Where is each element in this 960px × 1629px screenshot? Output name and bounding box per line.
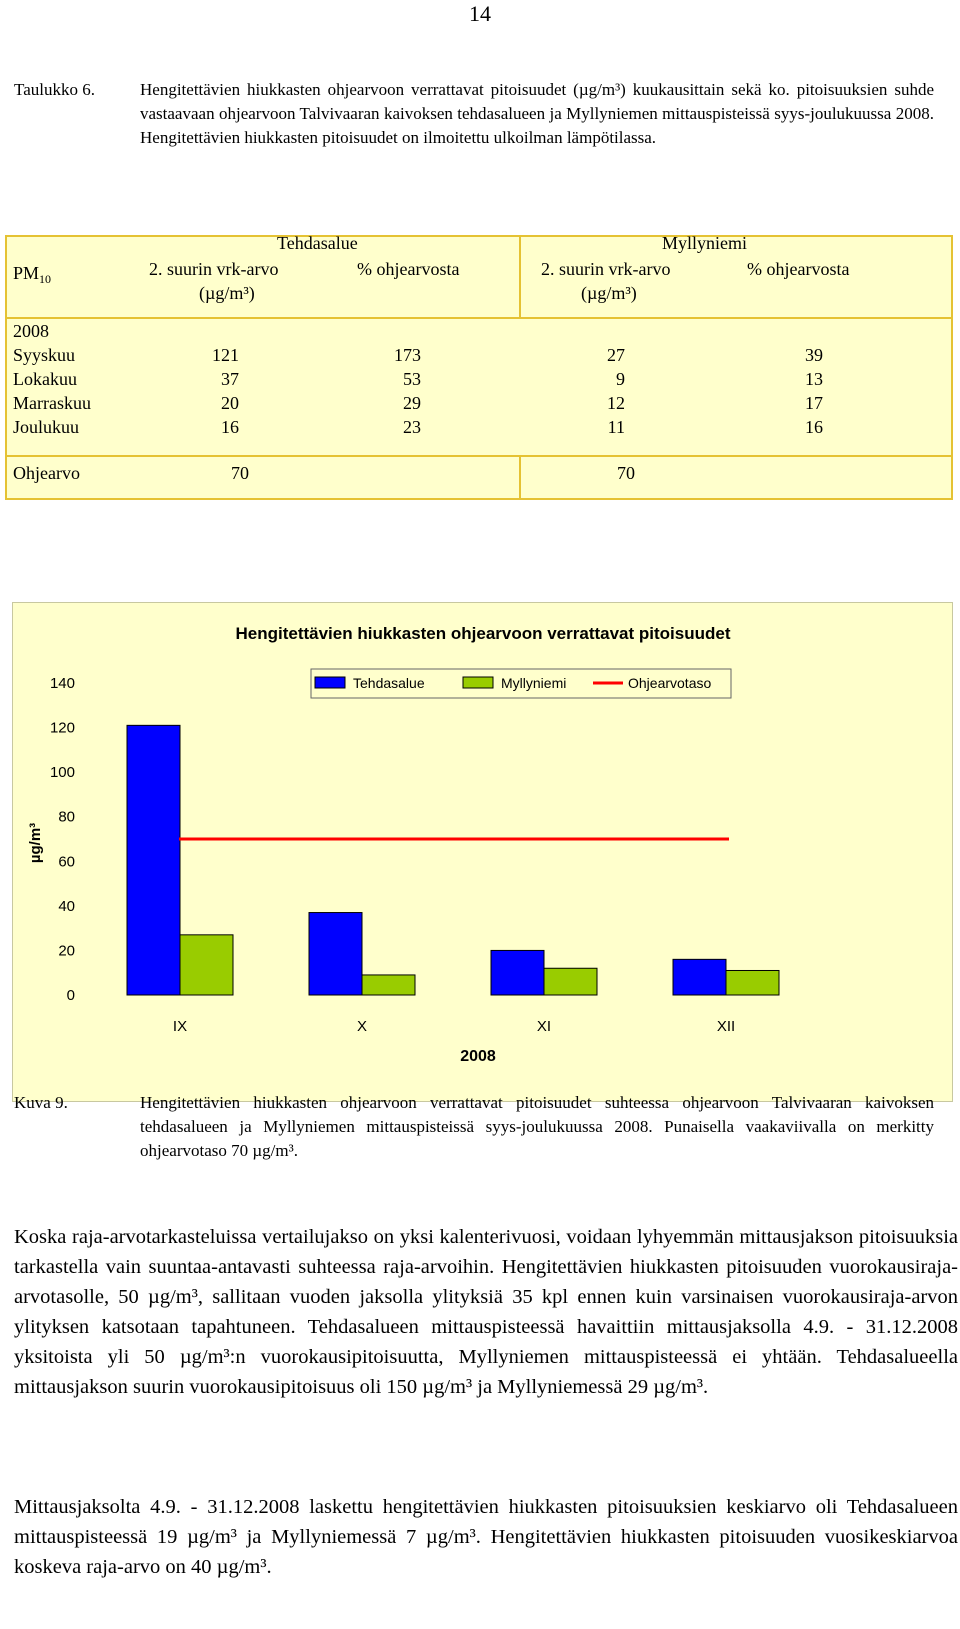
cell-tehdasalue-pct: 53 xyxy=(403,369,421,389)
bar-chart xyxy=(12,602,953,1102)
y-tick-label: 20 xyxy=(58,942,75,960)
x-tick-label: X xyxy=(356,1018,368,1035)
row-month: Syyskuu xyxy=(13,345,76,365)
col-header-pct: % ohjearvosta xyxy=(357,259,460,279)
cell-myllyniemi-value: 9 xyxy=(616,369,625,389)
guide-myllyniemi: 70 xyxy=(617,463,635,483)
y-tick-label: 0 xyxy=(66,987,75,1004)
body-paragraph: Koska raja-arvotarkasteluissa vertailujakso on yksi kalenterivuosi, voidaan lyhyemmän mittausjakson pitoisuuksia tarkastella vain suuntaa-antavasti suhteessa raja-arvoihin. Hengitettävien hiukkasten pitoisuuden vuorokausiraja-arvotasolle, 50 µg/m³, sallitaan vuoden jaksolla ylityksiä 35 kpl ennen kuin varsinaisen vuorokausiraja-arvon ylityksen katsotaan tapahtuneen. Tehdasalueen mittauspisteessä havaittiin mittausjaksolla 4.9. - 31.12.2008 yksitoista yli 50 µg/m³:n vuorokausipitoisuutta, Myllyniemen mittauspisteessä ei yhtään. Tehdasalueella mittausjakson suurin vuorokausipitoisuus oli 150 µg/m³ ja Myllyniemessä 29 µg/m³. xyxy=(14,1226,958,1398)
y-axis-label: µg/m³ xyxy=(27,822,44,864)
y-tick-label: 40 xyxy=(58,897,75,915)
row-month: Lokakuu xyxy=(13,369,77,389)
cell-myllyniemi-pct: 39 xyxy=(805,345,823,365)
bar-myllyniemi-x xyxy=(362,975,415,995)
legend-label-myllyniemi: Myllyniemi xyxy=(501,675,567,691)
guide-tehdasalue: 70 xyxy=(231,463,249,483)
cell-myllyniemi-value: 11 xyxy=(607,417,625,437)
cell-tehdasalue-pct: 29 xyxy=(403,393,421,413)
figure-caption-text: Hengitettävien hiukkasten ohjearvoon verrattavat pitoisuudet suhteessa ohjearvoon Talvivaaran kaivoksen tehdasalueen ja Myllyniemen mittauspisteissä syys-joulukuussa 2008. Punaisella vaakaviivalla on merkitty ohjearvotaso 70 µg/m³. xyxy=(140,1093,934,1160)
y-tick-label: 80 xyxy=(58,808,75,826)
body-paragraph: Mittausjaksolta 4.9. - 31.12.2008 laskettu hengitettävien hiukkasten pitoisuuksien keskiarvo oli Tehdasalueen mittauspisteessä 19 µg/m³ ja Myllyniemessä 7 µg/m³. Hengitettävien hiukkasten pitoisuuden vuosikeskiarvoa koskeva raja-arvo on 40 µg/m³. xyxy=(14,1496,958,1578)
figure-caption xyxy=(14,1091,934,1163)
table-divider xyxy=(519,457,521,498)
legend-label-ohjearvotaso: Ohjearvotaso xyxy=(628,675,712,691)
col-header-pct: % ohjearvosta xyxy=(747,259,850,279)
cell-myllyniemi-value: 27 xyxy=(607,345,625,365)
x-tick-label: XII xyxy=(716,1018,736,1035)
cell-tehdasalue-value: 20 xyxy=(221,393,239,413)
y-tick-label: 100 xyxy=(49,764,75,782)
group-myllyniemi: Myllyniemi xyxy=(662,233,747,253)
table-caption-text: Hengitettävien hiukkasten ohjearvoon verrattavat pitoisuudet (µg/m³) kuukausittain sekä ko. pitoisuuksien suhde vastaavaan ohjearvoon Talvivaaran kaivoksen tehdasalueen ja Myllyniemen mittauspisteissä syys-joulukuussa 2008. Hengitettävien hiukkasten pitoisuudet on ilmoitettu ulkoilman lämpötilassa. xyxy=(140,80,934,147)
table-caption-label: Taulukko 6. xyxy=(14,80,95,99)
cell-tehdasalue-pct: 23 xyxy=(403,417,421,437)
col-header-unit: (µg/m³) xyxy=(581,283,637,303)
pm-label: $PM_{10}$ xyxy=(13,263,52,286)
chart-canvas xyxy=(13,603,954,1103)
bar-myllyniemi-ix xyxy=(180,935,233,995)
bar-myllyniemi-xi xyxy=(544,968,597,995)
figure-caption-label: Kuva 9. xyxy=(14,1093,68,1112)
bar-tehdasalue-xi xyxy=(491,950,544,995)
page-number: 14 xyxy=(469,1,491,26)
bar-tehdasalue-xii xyxy=(673,959,726,995)
cell-tehdasalue-value: 16 xyxy=(221,417,239,437)
data-table xyxy=(5,235,953,500)
cell-tehdasalue-value: 121 xyxy=(212,345,239,365)
row-month: Marraskuu xyxy=(13,393,91,413)
year-label: 2008 xyxy=(13,321,49,341)
x-tick-label: XI xyxy=(536,1018,552,1035)
col-header-unit: (µg/m³) xyxy=(199,283,255,303)
table-divider xyxy=(7,317,951,319)
col-header-value: 2. suurin vrk-arvo xyxy=(541,259,671,279)
guide-label: Ohjearvo xyxy=(13,463,80,483)
x-tick-label: IX xyxy=(172,1018,188,1035)
y-tick-label: 140 xyxy=(49,675,75,692)
cell-myllyniemi-value: 12 xyxy=(607,393,625,413)
group-tehdasalue: Tehdasalue xyxy=(277,233,358,253)
row-month: Joulukuu xyxy=(13,417,80,437)
cell-tehdasalue-value: 37 xyxy=(221,369,239,389)
col-header-value: 2. suurin vrk-arvo xyxy=(149,259,279,279)
legend-label-tehdasalue: Tehdasalue xyxy=(353,675,425,691)
y-tick-label: 60 xyxy=(58,853,75,871)
table-divider xyxy=(519,237,521,317)
y-tick-label: 120 xyxy=(49,719,75,737)
legend-swatch-tehdasalue xyxy=(315,677,345,688)
x-axis-label: 2008 xyxy=(460,1048,496,1065)
bar-tehdasalue-ix xyxy=(127,725,180,995)
cell-tehdasalue-pct: 173 xyxy=(394,345,421,365)
bar-tehdasalue-x xyxy=(309,913,362,995)
cell-myllyniemi-pct: 16 xyxy=(805,417,823,437)
chart-title: Hengitettävien hiukkasten ohjearvoon verrattavat pitoisuudet xyxy=(235,624,731,643)
table-divider xyxy=(7,455,951,457)
bar-myllyniemi-xii xyxy=(726,970,779,995)
cell-myllyniemi-pct: 13 xyxy=(805,369,823,389)
legend-swatch-myllyniemi xyxy=(463,677,493,688)
table-caption xyxy=(14,78,934,150)
cell-myllyniemi-pct: 17 xyxy=(805,393,823,413)
